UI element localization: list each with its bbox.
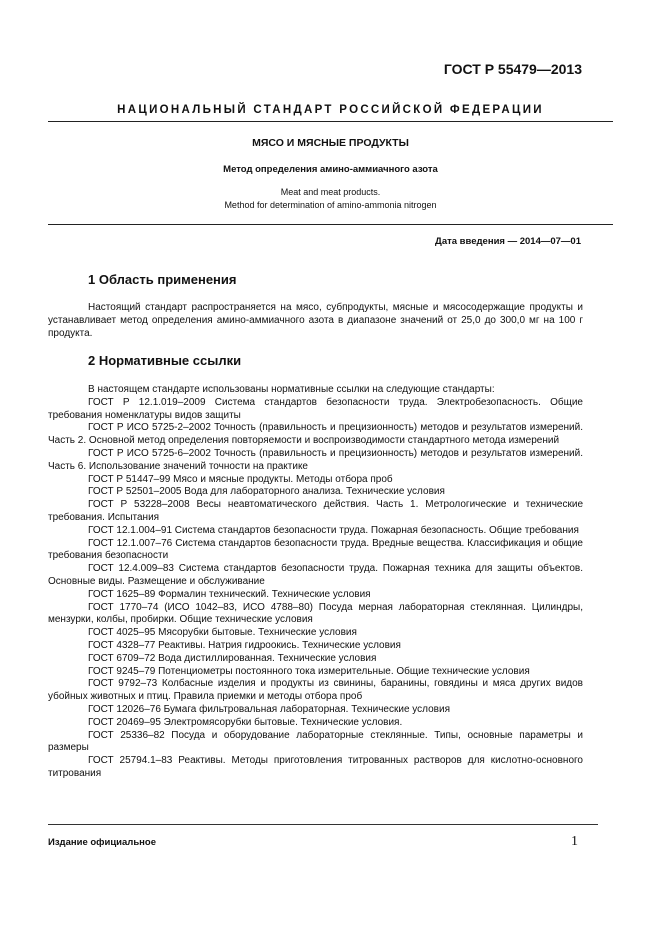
section-2-heading: 2 Нормативные ссылки [88, 353, 242, 368]
document-title: МЯСО И МЯСНЫЕ ПРОДУКТЫ [252, 137, 409, 149]
section-1-heading: 1 Область применения [88, 272, 237, 287]
reference-item: ГОСТ 1625–89 Формалин технический. Технические условия [88, 588, 371, 600]
reference-item: ГОСТ Р ИСО 5725-2–2002 Точность (правильность и прецизионность) методов и результатов измерений. Часть 2. Основной метод определения повторяемости и воспроизводимости стандартного метода измерений [48, 422, 583, 447]
reference-item: ГОСТ Р ИСО 5725-6–2002 Точность (правильность и прецизионность) методов и результатов измерений. Часть 6. Использование значений точности на практике [48, 447, 583, 472]
standard-code: ГОСТ Р 55479—2013 [443, 61, 582, 77]
scope-paragraph: Настоящий стандарт распространяется на мясо, субпродукты, мясные и мясосодержащие продукты и устанавливает метод определения амино-аммиачного азота в диапазоне значений от 25,0 до 300,0 мг на 100 г продукта. [48, 302, 583, 339]
references-intro: В настоящем стандарте использованы нормативные ссылки на следующие стандарты: [88, 384, 495, 395]
reference-item: ГОСТ 4025–95 Мясорубки бытовые. Технические условия [88, 627, 357, 639]
reference-item: ГОСТ Р 53228–2008 Весы неавтоматического действия. Часть 1. Метрологические и технические требования. Испытания [48, 499, 583, 523]
references-list [48, 384, 583, 781]
page-number: 1 [571, 834, 578, 849]
reference-item: ГОСТ 12026–76 Бумага фильтровальная лабораторная. Технические условия [88, 703, 450, 715]
reference-item: ГОСТ 4328–77 Реактивы. Натрия гидроокись. Технические условия [88, 639, 401, 651]
reference-item: ГОСТ 9245–79 Потенциометры постоянного тока измерительные. Общие технические условия [88, 665, 530, 677]
reference-item: ГОСТ Р 52501–2005 Вода для лабораторного анализа. Технические условия [88, 486, 445, 498]
official-edition-label: Издание официальное [48, 837, 156, 848]
reference-item: ГОСТ Р 12.1.019–2009 Система стандартов безопасности труда. Электробезопасность. Общие требования номенклатуры видов защиты [48, 396, 583, 421]
reference-item: ГОСТ 9792–73 Колбасные изделия и продукты из свинины, баранины, говядины и мяса других видов убойных животных и птиц. Правила приемки и методы отбора проб [48, 678, 583, 703]
divider-top [48, 121, 613, 122]
national-standard-heading: НАЦИОНАЛЬНЫЙ СТАНДАРТ РОССИЙСКОЙ ФЕДЕРАЦИИ [117, 104, 544, 116]
english-title-block [0, 186, 661, 212]
reference-item: ГОСТ 12.1.004–91 Система стандартов безопасности труда. Пожарная безопасность. Общие требования [88, 524, 579, 536]
method-title: Метод определения амино-аммиачного азота [223, 164, 438, 175]
footer-divider [48, 824, 598, 825]
english-method: Method for determination of amino-ammonia nitrogen [224, 200, 437, 210]
reference-item: ГОСТ 25336–82 Посуда и оборудование лабораторные стеклянные. Типы, основные параметры и размеры [48, 729, 583, 754]
english-title: Meat and meat products. [280, 187, 381, 197]
introduction-date: Дата введения — 2014—07—01 [435, 236, 581, 247]
reference-item: ГОСТ 6709–72 Вода дистиллированная. Технические условия [88, 652, 377, 664]
divider-bottom [48, 224, 613, 225]
reference-item: ГОСТ 12.4.009–83 Система стандартов безопасности труда. Пожарная техника для защиты объектов. Основные виды. Размещение и обслуживание [48, 563, 583, 587]
section-1-text [48, 302, 583, 340]
reference-item: ГОСТ 20469–95 Электромясорубки бытовые. Технические условия. [88, 716, 403, 728]
reference-item: ГОСТ 25794.1–83 Реактивы. Методы приготовления титрованных растворов для кислотно-основного титрования [48, 755, 583, 779]
reference-item: ГОСТ Р 51447–99 Мясо и мясные продукты. Методы отбора проб [88, 473, 393, 485]
reference-item: ГОСТ 1770–74 (ИСО 1042–83, ИСО 4788–80) Посуда мерная лабораторная стеклянная. Цилиндры, мензурки, колбы, пробирки. Общие технические условия [48, 601, 583, 626]
reference-item: ГОСТ 12.1.007–76 Система стандартов безопасности труда. Вредные вещества. Классификация и общие требования безопасности [48, 537, 583, 562]
